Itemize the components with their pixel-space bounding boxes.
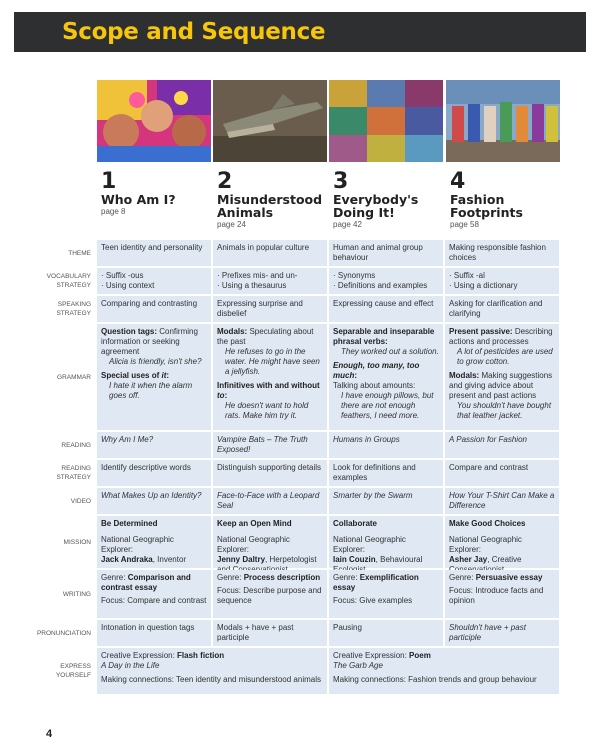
unit-number: 4 [450, 169, 466, 194]
row-label-grammar: GRAMMAR [57, 373, 91, 381]
express-cell: Creative Expression: Poem The Garb Age Making connections: Fashion trends and group behaviour [329, 648, 559, 694]
reading-strategy-cell: Distinguish supporting details [213, 460, 327, 486]
unit-4-heading [450, 169, 564, 229]
pronunciation-cell: Modals + have + past participle [213, 620, 327, 646]
grammar-row [17, 324, 561, 430]
reading-strategy-row [17, 460, 561, 486]
grammar-cell: Present passive: Describing actions and processes A lot of pesticides are used to grow cotton. Modals: Making suggestions and giving advice about present and past actions You shouldn't have bought that leather jacket. [445, 324, 559, 430]
theme-cell: Teen identity and personality [97, 240, 211, 266]
grammar-cell: Separable and inseparable phrasal verbs: They worked out a solution. Enough, too many, too much: Talking about amounts: I have enough pillows, but there are not enough feathers, I need more. [329, 324, 443, 430]
row-label-theme: THEME [68, 249, 91, 257]
unit-page: page 58 [450, 220, 479, 229]
unit-title [101, 193, 215, 206]
writing-cell: Genre: Persuasive essay Focus: Introduce facts and opinion [445, 570, 559, 618]
mission-cell: Be Determined National Geographic Explorer: Jack Andraka, Inventor [97, 516, 211, 568]
writing-row [17, 570, 561, 618]
theme-cell: Making responsible fashion choices [445, 240, 559, 266]
unit-title [217, 193, 331, 219]
reading-strategy-cell: Compare and contrast [445, 460, 559, 486]
video-cell: Face-to-Face with a Leopard Seal [213, 488, 327, 514]
pronunciation-cell: Intonation in question tags [97, 620, 211, 646]
row-label-express: EXPRESS YOURSELF [55, 663, 91, 679]
theme-row [17, 240, 561, 266]
row-label-speaking: SPEAKING STRATEGY [56, 301, 91, 317]
page-title: Scope and Sequence [62, 19, 326, 45]
unit-4-photo [446, 80, 560, 162]
speaking-cell: Comparing and contrasting [97, 296, 211, 322]
grammar-cell: Modals: Speculating about the past He refuses to go in the water. He might have seen a jellyfish. Infinitives with and without to: He doesn't want to hold rats. Make him try it. [213, 324, 327, 430]
reading-row [17, 432, 561, 458]
vocab-cell: · Suffix -al · Using a dictionary [445, 268, 559, 294]
reading-cell: Vampire Bats – The Truth Exposed! [213, 432, 327, 458]
mission-cell: Keep an Open Mind National Geographic Explorer: Jenny Daltry, Herpetologist [213, 516, 327, 568]
row-label-reading-strategy: READING STRATEGY [56, 465, 91, 481]
row-label-video: VIDEO [70, 497, 91, 505]
express-row [17, 648, 561, 694]
vocab-cell: · Prefixes mis- and un- · Using a thesaurus [213, 268, 327, 294]
page-number: 4 [46, 728, 53, 740]
vocab-cell: · Synonyms · Definitions and examples [329, 268, 443, 294]
video-cell: How Your T-Shirt Can Make a Difference [445, 488, 559, 514]
row-label-writing: WRITING [62, 590, 91, 598]
grammar-cell: Question tags: Confirming information or seeking agreement Alicia is friendly, isn't she? Special uses of it: I hate it when the alarm goes off. [97, 324, 211, 430]
unit-1-photo [97, 80, 211, 162]
reading-strategy-cell: Look for definitions and examples [329, 460, 443, 486]
unit-page: page 24 [217, 220, 246, 229]
speaking-cell: Asking for clarification and clarifying [445, 296, 559, 322]
mission-cell: Make Good Choices National Geographic Explorer: Asher Jay, Creative [445, 516, 559, 568]
unit-number: 1 [101, 169, 117, 194]
row-label-vocabulary: VOCABULARY STRATEGY [46, 273, 91, 289]
unit-title [333, 193, 447, 219]
mission-cell: Collaborate National Geographic Explorer: Iain Couzin, Behavioural [329, 516, 443, 568]
pronunciation-cell: Pausing [329, 620, 443, 646]
unit-title-line-2: Footprints [450, 205, 523, 220]
writing-cell: Genre: Comparison and contrast essay Focus: Compare and contrast [97, 570, 211, 618]
speaking-cell: Expressing surprise and disbelief [213, 296, 327, 322]
speaking-row [17, 296, 561, 322]
unit-2-photo [213, 80, 327, 162]
row-label-mission: MISSION [63, 538, 91, 546]
unit-title-line-2: Animals [217, 205, 274, 220]
video-row [17, 488, 561, 514]
scope-sequence-table [17, 240, 561, 696]
unit-page: page 8 [101, 207, 126, 216]
row-label-pronunciation: PRONUNCIATION [36, 629, 91, 637]
unit-3-photo [329, 80, 443, 162]
unit-title [450, 193, 564, 219]
unit-number: 3 [333, 169, 349, 194]
writing-cell: Genre: Exemplification essay Focus: Give examples [329, 570, 443, 618]
writing-cell: Genre: Process description Focus: Describe purpose and sequence [213, 570, 327, 618]
video-cell: What Makes Up an Identity? [97, 488, 211, 514]
reading-cell: Why Am I Me? [97, 432, 211, 458]
pronunciation-row [17, 620, 561, 646]
unit-number: 2 [217, 169, 233, 194]
unit-title-line-1: Everybody's [333, 192, 419, 207]
unit-title-line-2: Doing It! [333, 205, 395, 220]
unit-title-line-1: Fashion [450, 192, 505, 207]
vocab-cell: · Suffix -ous · Using context [97, 268, 211, 294]
row-label-reading: READING [61, 441, 91, 449]
unit-title-line-1: Misunderstood [217, 192, 323, 207]
unit-1-heading [101, 169, 215, 216]
theme-cell: Animals in popular culture [213, 240, 327, 266]
speaking-cell: Expressing cause and effect [329, 296, 443, 322]
pronunciation-cell: Shouldn't have + past participle [445, 620, 559, 646]
reading-cell: A Passion for Fashion [445, 432, 559, 458]
theme-cell: Human and animal group behaviour [329, 240, 443, 266]
unit-3-heading [333, 169, 447, 229]
video-cell: Smarter by the Swarm [329, 488, 443, 514]
mission-row [17, 516, 561, 568]
vocabulary-row [17, 268, 561, 294]
reading-cell: Humans in Groups [329, 432, 443, 458]
title-banner [14, 12, 586, 52]
unit-title-line-1: Who Am I? [101, 192, 176, 207]
unit-page: page 42 [333, 220, 362, 229]
express-cell: Creative Expression: Flash fiction A Day in the Life Making connections: Teen identity and misunderstood animals [97, 648, 327, 694]
unit-2-heading [217, 169, 331, 229]
reading-strategy-cell: Identify descriptive words [97, 460, 211, 486]
